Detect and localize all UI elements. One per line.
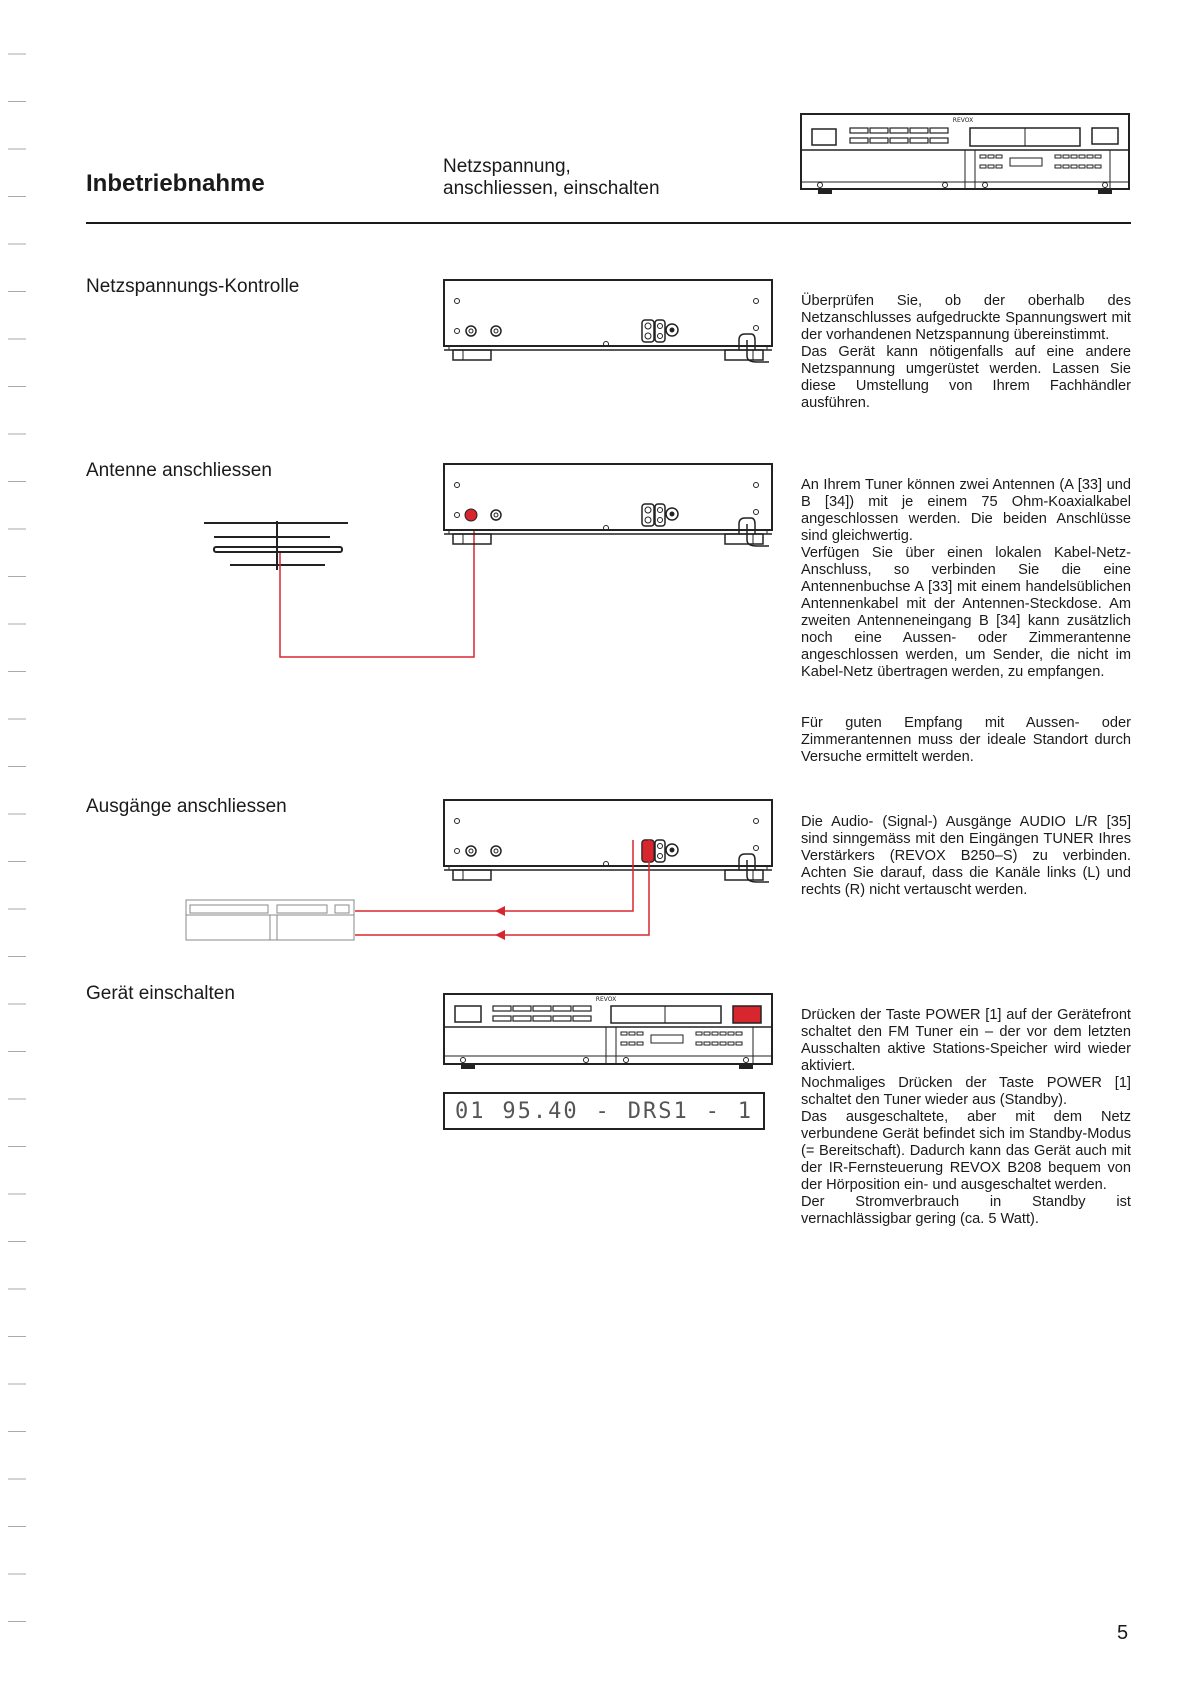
section-heading-einschalten: Gerät einschalten	[86, 983, 235, 1004]
display-separator: -	[705, 1098, 721, 1124]
paragraph: Überprüfen Sie, ob der oberhalb des Netzanschlusses aufgedruckte Spannungswert mit der vorhandenen Netzspannung übereinstimmt. Das Gerät kann nötigenfalls auf eine andere Netzspannung umgerüstet werden. Lassen Sie diese Umstellung von Ihrem Fachhändler ausführen.	[801, 293, 1131, 411]
tuner-rear-illustration-antenna	[443, 462, 773, 552]
tuner-front-illustration-header	[800, 112, 1130, 196]
section-heading-netzspannung: Netzspannungs-Kontrolle	[86, 276, 300, 297]
section-text-antenne	[801, 460, 1131, 783]
header-divider	[86, 222, 1131, 224]
section-text-ausgaenge	[801, 797, 1131, 916]
display-separator: -	[595, 1098, 611, 1124]
paragraph: Für guten Empfang mit Aussen- oder Zimmerantennen muss der ideale Standort durch Versuche ermittelt werden.	[801, 715, 1131, 765]
section-heading-ausgaenge: Ausgänge anschliessen	[86, 796, 287, 817]
margin-ticks	[6, 50, 30, 1650]
display-station-name: DRS1	[627, 1098, 689, 1124]
antenna-illustration	[200, 515, 480, 660]
paragraph: Die Audio- (Signal-) Ausgänge AUDIO L/R [35] sind sinngemäss mit den Eingängen TUNER Ihres Verstärkers (REVOX B250–S) zu verbinden. Achten Sie darauf, dass die Kanäle links (L) und rechts (R) nicht vertauscht werden.	[801, 814, 1131, 898]
page-subtitle: Netzspannung, anschliessen, einschalten	[443, 156, 660, 199]
tuner-rear-illustration-power	[443, 278, 773, 368]
page-number: 5	[1117, 1622, 1129, 1644]
section-heading-antenne: Antenne anschliessen	[86, 460, 272, 481]
display-channel: 1	[737, 1098, 753, 1124]
display-frequency: 95.40	[502, 1098, 579, 1124]
amplifier-connection-illustration	[185, 835, 655, 945]
paragraph: Drücken der Taste POWER [1] auf der Gerätefront schaltet den FM Tuner ein – der vor dem letzten Ausschalten aktive Stations-Speicher wird wieder aktiviert. Nochmaliges Drücken der Taste POWER [1] schaltet den Tuner wieder aus (Standby). Das ausgeschaltete, aber mit dem Netz verbundene Gerät befindet sich im Standby-Modus (= Bereitschaft). Dadurch kann das Gerät auch mit der IR-Fernsteuerung REVOX B208 bequem von der Hörposition ein- und ausgeschaltet werden. Der Stromverbrauch in Standby ist vernachlässigbar gering (ca. 5 Watt).	[801, 1007, 1131, 1227]
power-button-highlight	[733, 1006, 761, 1023]
display-station-number: 01	[455, 1098, 486, 1124]
tuner-display	[443, 1092, 765, 1130]
paragraph: An Ihrem Tuner können zwei Antennen (A [33] und B [34]) mit je einem 75 Ohm-Koaxialkabel angeschlossen werden. Die beiden Anschlüsse sind gleichwertig. Verfügen Sie über einen lokalen Kabel-Netz-Anschluss, so verbinden Sie die eine Antennenbuchse A [33] mit einem handelsüblichen Antennenkabel mit der Antennen-Steckdose. Am zweiten Antenneneingang B [34] kann zusätzlich noch eine Aussen- oder Zimmerantenne angeschlossen werden, um Sender, die nicht im Kabel-Netz übertragen werden, zu empfangen.	[801, 477, 1131, 680]
section-text-einschalten	[801, 990, 1131, 1245]
brand-logo: REVOX	[952, 117, 974, 124]
tuner-front-illustration-power	[443, 988, 773, 1073]
section-text-netzspannung	[801, 276, 1131, 429]
page-title: Inbetriebnahme	[86, 170, 265, 197]
amplifier-illustration	[186, 900, 354, 940]
brand-logo: REVOX	[595, 996, 617, 1003]
